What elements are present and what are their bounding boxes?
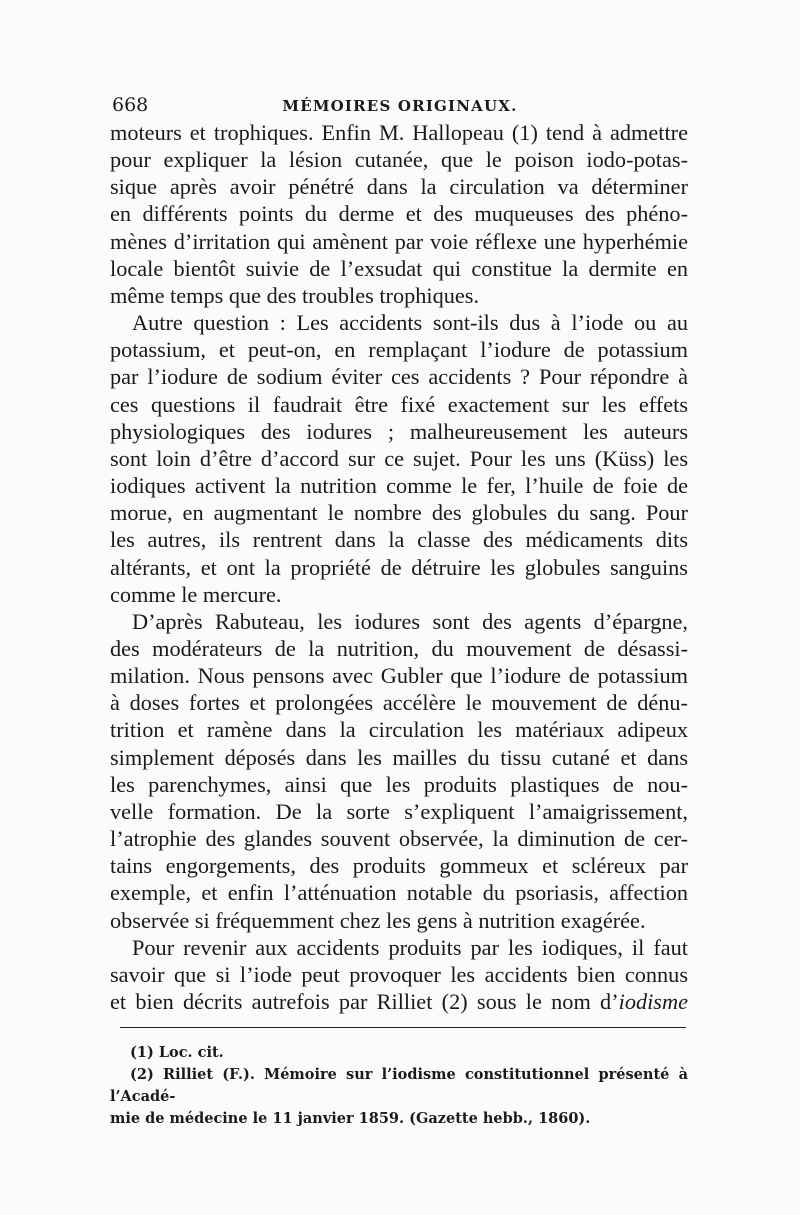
text-line (110, 988, 688, 1015)
text-line: velle formation. De la sorte s’expliquent l’amaigrissement, (110, 798, 688, 824)
text-line-run: et bien décrits autrefois par Rilliet (2) sous le nom d’ (110, 989, 619, 1014)
running-head: MÉMOIRES ORIGINAUX. (282, 97, 518, 115)
text-line: ces questions il faudrait être fixé exactement sur les effets (110, 391, 688, 417)
text-line: les autres, ils rentrent dans la classe des médicaments dits (110, 527, 688, 553)
text-line: milation. Nous pensons avec Gubler que l’iodure de potassium (110, 663, 688, 689)
text-line: tains engorgements, des produits gommeux et scléreux par (110, 853, 688, 879)
text-line: comme le mercure. (110, 581, 282, 607)
text-line: morue, en augmentant le nombre des globules du sang. Pour (110, 500, 688, 526)
text-line: savoir que si l’iode peut provoquer les accidents bien connus (110, 961, 688, 987)
italic-term: iodisme (618, 989, 688, 1014)
text-line: exemple, et enfin l’atténuation notable du psoriasis, affection (110, 880, 688, 906)
text-line: même temps que des troubles trophiques. (110, 282, 480, 308)
text-line: observée si fréquemment chez les gens à nutrition exagérée. (110, 907, 646, 933)
footnote-rule (120, 1027, 686, 1028)
text-line: Pour revenir aux accidents produits par les iodiques, il faut (132, 934, 688, 960)
text-line: en différents points du derme et des muqueuses des phéno- (110, 201, 688, 227)
text-line: moteurs et trophiques. Enfin M. Hallopeau (1) tend à admettre (110, 120, 688, 145)
text-line: pour expliquer la lésion cutanée, que le poison iodo-potas- (110, 147, 688, 173)
text-line: potassium, et peut-on, en remplaçant l’iodure de potassium (110, 337, 688, 363)
body-text (110, 119, 688, 1015)
text-line: par l’iodure de sodium éviter ces accidents ? Pour répondre à (110, 364, 688, 390)
text-line: à doses fortes et prolongées accélère le mouvement de dénu- (110, 690, 688, 716)
text-line: physiologiques des iodures ; malheureusement les auteurs (110, 418, 688, 444)
text-line: les parenchymes, ainsi que les produits plastiques de nou- (110, 771, 688, 797)
footnote-line: mie de médecine le 11 janvier 1859. (Gazette hebb., 1860). (110, 1110, 591, 1127)
text-line: l’atrophie des glandes souvent observée, la diminution de cer- (110, 826, 688, 852)
page-number: 668 (112, 94, 149, 116)
text-line: D’après Rabuteau, les iodures sont des agents d’épargne, (132, 608, 688, 634)
text-line: Autre question : Les accidents sont-ils dus à l’iode ou au (132, 310, 688, 336)
text-line: trition et ramène dans la circulation les matériaux adipeux (110, 717, 688, 743)
page-header (112, 94, 688, 118)
text-line: sique après avoir pénétré dans la circulation va déterminer (110, 174, 688, 200)
footnote-line: (2) Rilliet (F.). Mémoire sur l’iodisme constitutionnel présenté à l’Acadé- (110, 1066, 688, 1105)
text-line: sont loin d’être d’accord sur ce sujet. Pour les uns (Küss) les (110, 445, 688, 471)
text-line: mènes d’irritation qui amènent par voie réflexe une hyperhémie (110, 228, 688, 254)
footnotes (110, 1042, 688, 1130)
text-line: des modérateurs de la nutrition, du mouvement de désassi- (110, 635, 688, 661)
footnote-line: (1) Loc. cit. (130, 1044, 224, 1061)
text-line: altérants, et ont la propriété de détruire les globules sanguins (110, 554, 688, 580)
text-line: locale bientôt suivie de l’exsudat qui constitue la dermite en (110, 255, 688, 281)
text-line: simplement déposés dans les mailles du tissu cutané et dans (110, 744, 688, 770)
text-line: iodiques activent la nutrition comme le fer, l’huile de foie de (110, 473, 688, 499)
